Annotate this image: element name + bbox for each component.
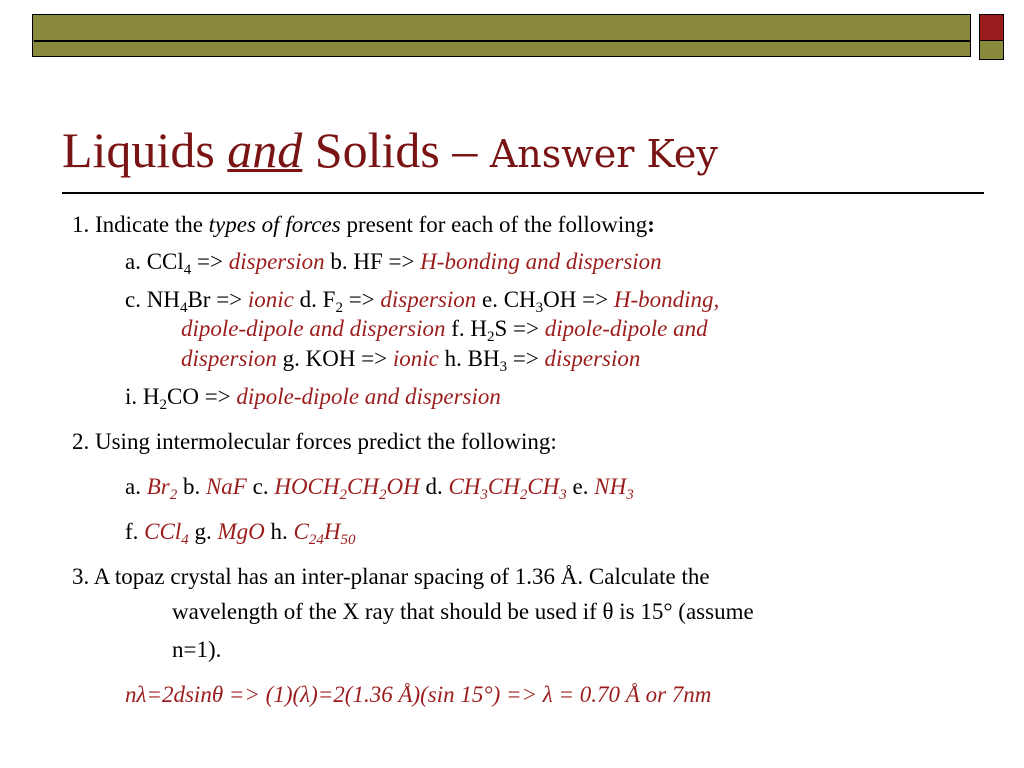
q1-h-arrow: =>	[507, 346, 545, 371]
q2-e-sub: 3	[626, 487, 634, 503]
q2-h-answer	[293, 519, 356, 548]
q1-a-answer: dispersion	[228, 249, 325, 274]
q1-i-sub: 2	[159, 397, 167, 413]
q2-d-sub-1: 3	[480, 487, 488, 503]
q2-d-label: d.	[419, 474, 449, 499]
q1-f-rest: S =>	[494, 316, 545, 341]
q2-c-text-2: CH	[347, 474, 379, 499]
q2-d-text-3: CH	[527, 474, 560, 499]
q2-h-sub-1: 24	[308, 532, 324, 548]
title-main: Liquids	[62, 122, 228, 178]
q2-b-label: b.	[177, 474, 206, 499]
q2-a-sub: 2	[169, 487, 178, 503]
q2-d-text-1: CH	[448, 474, 481, 499]
q2-f-label: f.	[125, 519, 145, 544]
q2-h-sub-2: 50	[340, 532, 356, 548]
q1-g-label: g. KOH =>	[276, 346, 393, 371]
q1-d-arrow: =>	[342, 287, 381, 312]
q2-g-label: g.	[188, 519, 218, 544]
q2-d-sub-3: 3	[559, 487, 567, 503]
q2-c-sub-2: 2	[378, 487, 387, 503]
q1-line-cde	[125, 286, 719, 314]
q3-line-3: n=1).	[172, 637, 222, 662]
q1-c-rest: Br =>	[187, 287, 248, 312]
q1-d-answer: dispersion	[380, 287, 477, 312]
q2-h-text-2: H	[323, 519, 341, 544]
q1-i-label: i. H	[125, 384, 160, 409]
q1-h-sub: 3	[499, 359, 508, 375]
q1-f-label: f. H	[445, 316, 488, 341]
q1-line-fgh	[181, 345, 640, 373]
q3-line-2: wavelength of the X ray that should be used if θ is 15° (assume	[172, 599, 754, 624]
q1-h-label: h. BH	[438, 346, 500, 371]
q2-line-2	[125, 518, 356, 546]
q2-a-label: a.	[125, 474, 147, 499]
q1-f-answer-1: dipole-dipole and	[544, 316, 708, 341]
q1-d-sub: 2	[335, 300, 343, 316]
q1-c-sub: 4	[179, 300, 188, 316]
q2-d-sub-2: 2	[519, 487, 528, 503]
title-subtitle: Answer Key	[489, 132, 718, 176]
q1-f-sub: 2	[487, 329, 495, 345]
q3-line-1: 3. A topaz crystal has an inter-planar spacing of 1.36 Å. Calculate the	[72, 564, 710, 589]
q2-e-text: NH	[594, 474, 627, 499]
title-solids: Solids –	[302, 122, 490, 178]
q2-a-answer	[146, 474, 178, 503]
q2-c-text-1: HOCH	[274, 474, 340, 499]
q1-b-label: b. HF =>	[324, 249, 421, 274]
q1-prompt-d: :	[647, 212, 655, 237]
q1-e-answer-2: dipole-dipole and dispersion	[181, 316, 446, 341]
q1-line-ef	[181, 315, 708, 343]
q1-a-label: a. CCl	[125, 249, 184, 274]
q2-prompt: 2. Using intermolecular forces predict the following:	[72, 429, 557, 454]
q1-e-rest: OH =>	[543, 287, 614, 312]
q2-d-text-2: CH	[487, 474, 520, 499]
q1-a-sub: 4	[183, 262, 192, 278]
q2-g-answer: MgO	[217, 519, 265, 544]
q2-f-sub: 4	[181, 532, 189, 548]
q2-d-answer	[448, 474, 567, 503]
q1-line-i	[125, 383, 501, 411]
q2-c-sub-1: 2	[339, 487, 347, 503]
q2-a-text: Br	[146, 474, 170, 499]
q2-c-text-3: OH	[386, 474, 420, 499]
q1-b-answer: H-bonding and dispersion	[420, 249, 662, 274]
q2-e-answer	[594, 474, 634, 503]
q1-prompt-c: present for each of the following	[340, 212, 648, 237]
q2-b-answer: NaF	[205, 474, 247, 499]
q2-c-answer	[274, 474, 420, 503]
q1-line-ab	[125, 248, 662, 276]
q1-i-rest: CO =>	[167, 384, 237, 409]
q2-e-label: e.	[566, 474, 595, 499]
q1-prompt-a: 1. Indicate the	[72, 212, 209, 237]
q1-e-sub: 3	[535, 300, 544, 316]
q2-h-label: h.	[264, 519, 294, 544]
q1-h-answer: dispersion	[544, 346, 641, 371]
q1-e-label: e. CH	[476, 287, 536, 312]
q2-f-answer	[144, 519, 189, 548]
q2-h-text-1: C	[293, 519, 309, 544]
q1-g-answer: ionic	[392, 346, 439, 371]
q1-c-answer: ionic	[247, 287, 294, 312]
q1-e-answer-1: H-bonding,	[613, 287, 720, 312]
q3-answer: nλ=2dsinθ => (1)(λ)=2(1.36 Å)(sin 15°) => λ = 0.70 Å or 7nm	[125, 682, 712, 707]
q1-a-arrow: =>	[191, 249, 229, 274]
q1-d-label: d. F	[293, 287, 336, 312]
q2-line-1	[125, 473, 634, 501]
q2-c-label: c.	[246, 474, 275, 499]
title-and: and	[227, 122, 303, 178]
q2-f-text: CCl	[144, 519, 182, 544]
q1-f-answer-2: dispersion	[181, 346, 277, 371]
q1-prompt-b: types of forces	[208, 212, 341, 237]
q1-prompt	[72, 211, 655, 239]
q1-c-label: c. NH	[125, 287, 180, 312]
q1-i-answer: dipole-dipole and dispersion	[236, 384, 501, 409]
